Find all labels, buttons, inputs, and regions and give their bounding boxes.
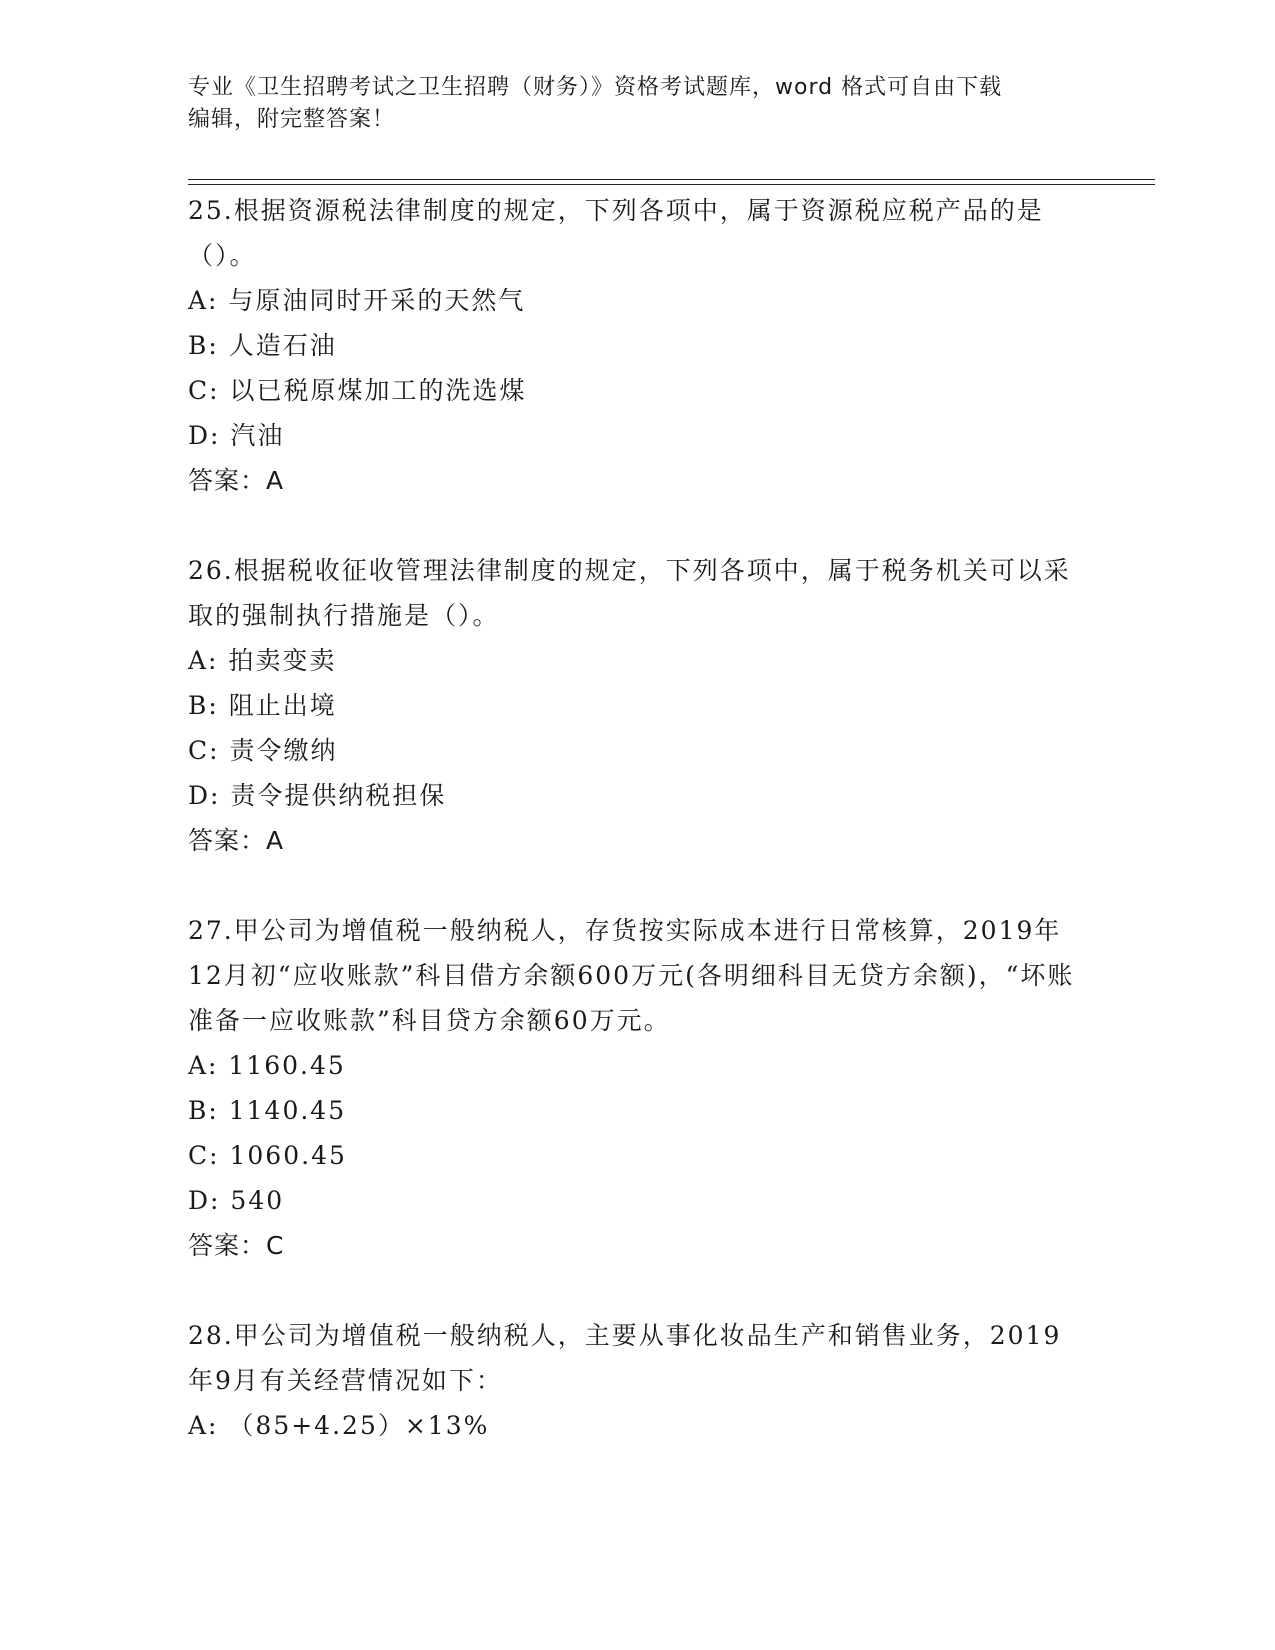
question-text: 25.根据资源税法律制度的规定，下列各项中，属于资源税应税产品的是（）。 xyxy=(188,196,1044,270)
option-a: A: 与原油同时开采的天然气 xyxy=(188,286,526,315)
option-d: D: 责令提供纳税担保 xyxy=(188,781,447,810)
header-divider-top xyxy=(188,179,1155,180)
answer: 答案：A xyxy=(188,826,285,855)
answer: 答案：C xyxy=(188,1231,285,1260)
option-d: D: 汽油 xyxy=(188,421,285,450)
header-line-1: 专业《卫生招聘考试之卫生招聘（财务）》资格考试题库，word 格式可自由下载 xyxy=(188,75,1003,100)
option-d: D: 540 xyxy=(188,1186,285,1215)
question-text: 27.甲公司为增值税一般纳税人，存货按实际成本进行日常核算，2019年12月初“应收账款”科目借方余额600万元(各明细科目无贷方余额)，“坏账准备一应收账款”科目贷方余额60万元。 xyxy=(188,916,1075,1035)
question-text: 26.根据税收征收管理法律制度的规定，下列各项中，属于税务机关可以采取的强制执行措施是（）。 xyxy=(188,556,1071,630)
option-c: C: 以已税原煤加工的洗选煤 xyxy=(188,376,527,405)
option-c: C: 责令缴纳 xyxy=(188,736,338,765)
question-list xyxy=(188,188,1078,1493)
option-a: A: 拍卖变卖 xyxy=(188,646,337,675)
question-28 xyxy=(188,1313,1078,1448)
option-b: B: 1140.45 xyxy=(188,1096,347,1125)
answer: 答案：A xyxy=(188,466,285,495)
option-b: B: 阻止出境 xyxy=(188,691,337,720)
option-a: A: （85+4.25）×13% xyxy=(188,1411,490,1440)
header-line-2: 编辑，附完整答案！ xyxy=(188,107,396,132)
question-25 xyxy=(188,188,1078,503)
question-text: 28.甲公司为增值税一般纳税人，主要从事化妆品生产和销售业务，2019年9月有关经营情况如下： xyxy=(188,1321,1062,1395)
question-27 xyxy=(188,908,1078,1268)
option-a: A: 1160.45 xyxy=(188,1051,346,1080)
document-header xyxy=(188,72,1088,136)
question-26 xyxy=(188,548,1078,863)
option-b: B: 人造石油 xyxy=(188,331,337,360)
header-divider-bottom xyxy=(188,184,1155,185)
option-c: C: 1060.45 xyxy=(188,1141,347,1170)
